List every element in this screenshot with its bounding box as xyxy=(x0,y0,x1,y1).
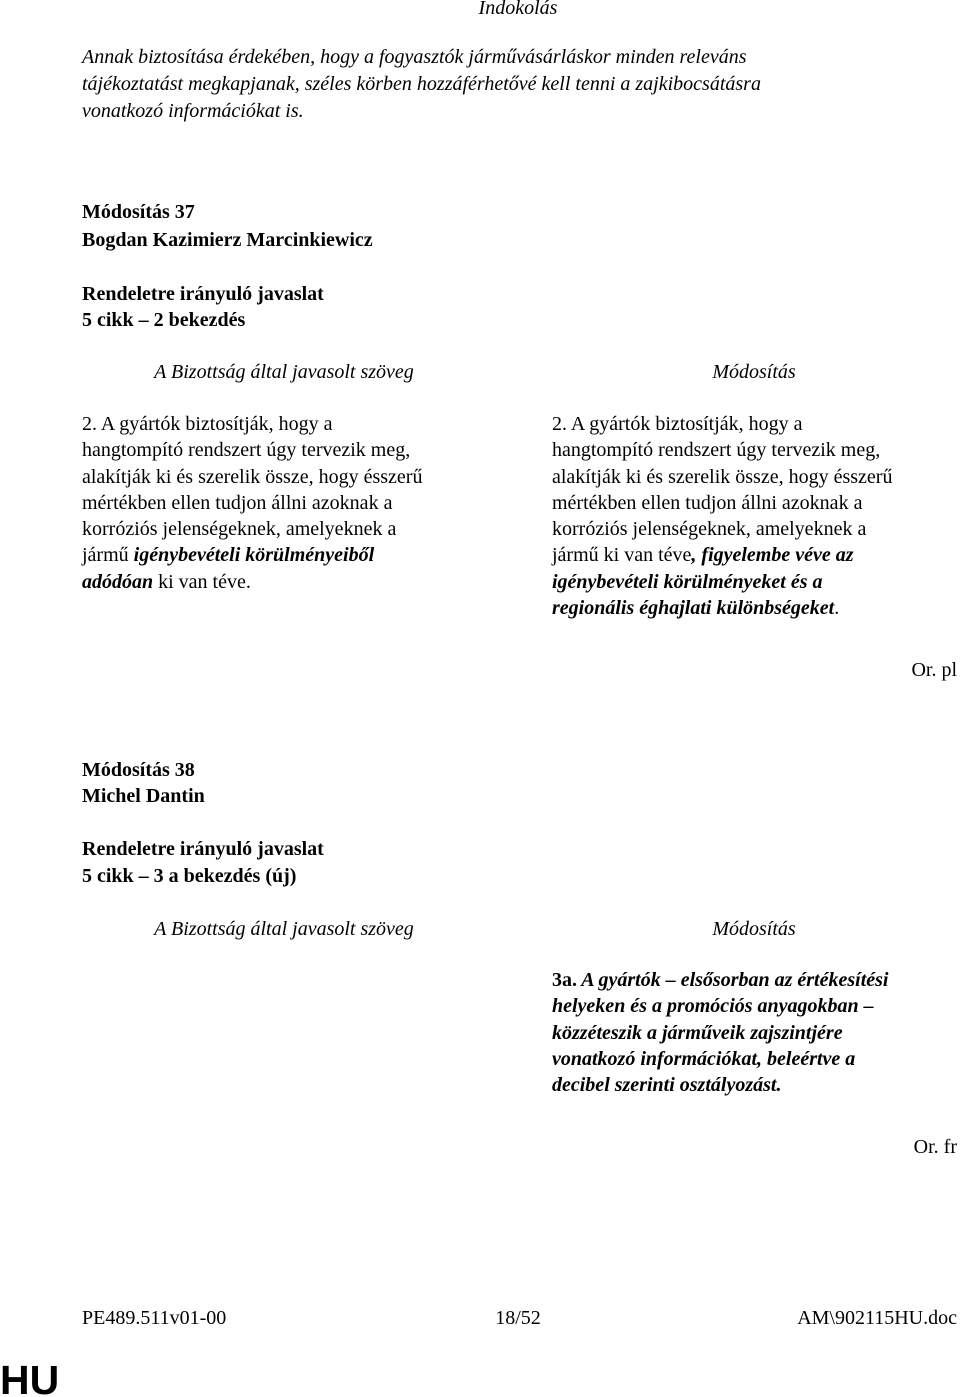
paragraph-number: 3a. xyxy=(552,969,577,991)
amendment-text-line xyxy=(552,967,888,993)
inserted-emphasis-segment: A gyártók – elsősorban az értékesítési xyxy=(577,969,889,991)
deleted-emphasis-segment: igénybevételi körülményeiből xyxy=(133,544,375,567)
commission-text-header: A Bizottság által javasolt szöveg xyxy=(154,361,414,383)
inserted-emphasis-segment: helyeken és a promóciós anyagokban – xyxy=(552,995,874,1018)
amendment-text-line xyxy=(552,516,892,542)
amendment-text-line xyxy=(552,437,892,463)
text-segment: hangtompító rendszert úgy tervezik meg, xyxy=(552,439,881,462)
inserted-emphasis-segment: , figyelembe véve az xyxy=(691,544,854,567)
justification-line: tájékoztatást megkapjanak, széles körben hozzáférhetővé kell tenni a zajkibocsátásra xyxy=(82,73,761,95)
text-segment: mértékben ellen tudjon állni azoknak a xyxy=(552,491,863,514)
commission-text xyxy=(82,411,422,595)
amendment-text-line xyxy=(552,542,892,568)
amendment-text-line xyxy=(552,1020,888,1046)
amendment-document: Rendeletre irányuló javaslat xyxy=(82,283,324,305)
amendment-text-line xyxy=(552,490,892,516)
text-segment: ki van téve. xyxy=(153,570,251,593)
text-segment: korróziós jelenségeknek, amelyeknek a xyxy=(552,518,867,541)
text-segment: korróziós jelenségeknek, amelyeknek a xyxy=(82,518,397,541)
inserted-emphasis-segment: igénybevételi körülményeket és a xyxy=(552,570,823,593)
amendment-text-line xyxy=(552,993,888,1019)
footer-reference: PE489.511v01-00 xyxy=(82,1307,227,1329)
amendment-title: Módosítás 37 xyxy=(82,201,195,223)
amendment-title: Módosítás 38 xyxy=(82,759,195,781)
commission-text-line xyxy=(82,437,422,463)
inserted-emphasis-segment: vonatkozó információkat, beleértve a xyxy=(552,1047,856,1070)
amendment-document: Rendeletre irányuló javaslat xyxy=(82,838,324,860)
amendment-text-line xyxy=(552,411,892,437)
justification-line: vonatkozó információkat is. xyxy=(82,100,304,122)
amendment-reference: 5 cikk – 3 a bekezdés (új) xyxy=(82,865,297,887)
text-segment: jármű xyxy=(82,544,134,567)
commission-text-line xyxy=(82,516,422,542)
justification-line: Annak biztosítása érdekében, hogy a fogyasztók járművásárláskor minden releváns xyxy=(82,46,747,68)
amendment-text-line xyxy=(552,595,892,621)
amendment-text-line xyxy=(552,1072,888,1098)
amendment-text-line xyxy=(552,1046,888,1072)
justification-heading: Indokolás xyxy=(478,0,558,19)
amendment-text-header: Módosítás xyxy=(712,361,796,383)
justification-text xyxy=(82,44,761,125)
text-segment: 2. A gyártók biztosítják, hogy a xyxy=(82,413,333,435)
amendment-text xyxy=(552,967,888,1098)
amendment-author: Michel Dantin xyxy=(82,785,205,807)
text-segment: alakítják ki és szerelik össze, hogy ésszerű xyxy=(552,465,893,488)
commission-text-line xyxy=(82,464,422,490)
commission-text-line xyxy=(82,411,422,437)
original-language: Or. fr xyxy=(913,1136,957,1158)
commission-text-line xyxy=(82,490,422,516)
amendment-text-header: Módosítás xyxy=(712,918,796,940)
text-segment: mértékben ellen tudjon állni azoknak a xyxy=(82,491,393,514)
commission-text-header: A Bizottság által javasolt szöveg xyxy=(154,918,414,940)
amendment-text-line xyxy=(552,569,892,595)
inserted-emphasis-segment: decibel szerinti osztályozást. xyxy=(552,1074,782,1097)
amendment-text xyxy=(552,411,892,621)
text-segment: hangtompító rendszert úgy tervezik meg, xyxy=(82,439,411,462)
original-language: Or. pl xyxy=(911,659,957,681)
text-segment: jármű ki van téve xyxy=(552,544,692,567)
commission-text-line xyxy=(82,569,422,595)
inserted-emphasis-segment: közzéteszik a járműveik zajszintjére xyxy=(552,1021,843,1044)
footer-filename: AM\902115HU.doc xyxy=(797,1307,957,1329)
footer-page-number: 18/52 xyxy=(495,1307,541,1329)
text-segment: alakítják ki és szerelik össze, hogy ésszerű xyxy=(82,465,423,488)
inserted-emphasis-segment: regionális éghajlati különbségeket xyxy=(552,597,835,620)
amendment-text-line xyxy=(552,464,892,490)
amendment-reference: 5 cikk – 2 bekezdés xyxy=(82,309,246,331)
text-segment: . xyxy=(834,597,840,620)
text-segment: 2. A gyártók biztosítják, hogy a xyxy=(552,413,803,435)
amendment-author: Bogdan Kazimierz Marcinkiewicz xyxy=(82,229,373,251)
commission-text-line xyxy=(82,542,422,568)
deleted-emphasis-segment: adódóan xyxy=(82,570,154,593)
language-code-badge: HU xyxy=(0,1360,60,1397)
